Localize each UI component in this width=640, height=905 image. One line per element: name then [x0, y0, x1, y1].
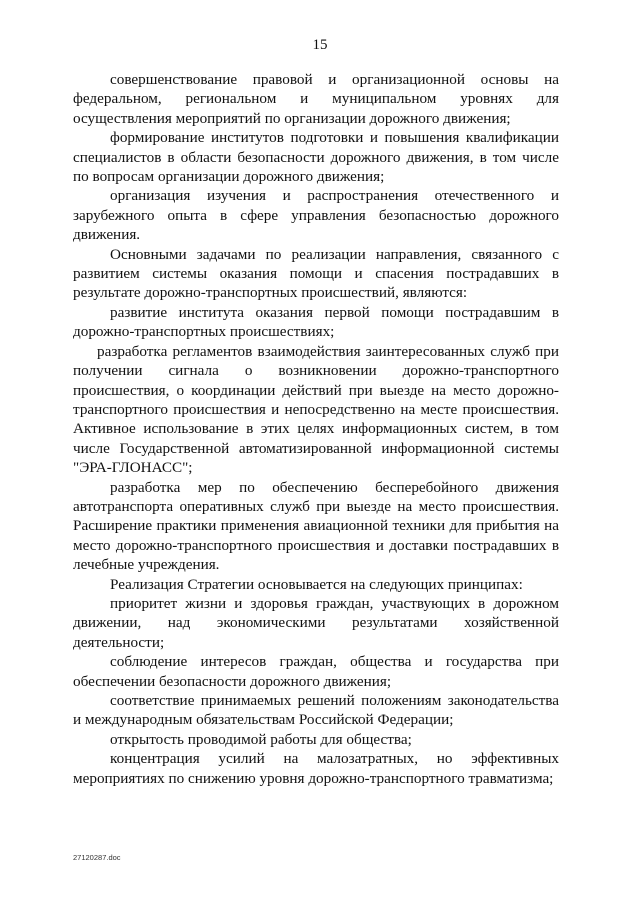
paragraph: Основными задачами по реализации направления, связанного с развитием системы оказания помощи и спасения пострадавших в результате дорожно-транспортных происшествий, являются: [73, 245, 559, 302]
paragraph: разработка регламентов взаимодействия заинтересованных служб при получении сигнала о возникновении дорожно-транспортного происшествия, о координации действий при выезде на место дорожно-транспортного происшествия и непосредственно на месте происшествия. Активное использование в этих целях информационных систем, в том числе Государственной автоматизированной информационной системы "ЭРА-ГЛОНАСС"; [73, 342, 559, 477]
paragraph: открытость проводимой работы для общества; [110, 730, 412, 748]
paragraph: совершенствование правовой и организационной основы на федеральном, региональном и муниципальном уровнях для осуществления мероприятий по организации дорожного движения; [73, 71, 559, 127]
document-filename: 27120287.doc [73, 853, 121, 862]
paragraph: концентрация усилий на малозатратных, но эффективных мероприятиях по снижению уровня дорожно-транспортного травматизма; [73, 750, 559, 787]
paragraph: приоритет жизни и здоровья граждан, участвующих в дорожном движении, над экономическими результатами хозяйственной деятельности; [73, 594, 559, 651]
document-body [73, 70, 559, 788]
paragraph: разработка мер по обеспечению бесперебойного движения автотранспорта оперативных служб при выезде на место происшествия. Расширение практики применения авиационной техники для прибытия на место дорожно-транспортного происшествия и доставки пострадавших в лечебные учреждения. [73, 478, 559, 574]
paragraph: Реализация Стратегии основывается на следующих принципах: [110, 575, 523, 593]
paragraph: формирование институтов подготовки и повышения квалификации специалистов в области безопасности дорожного движения, в том числе по вопросам организации дорожного движения; [73, 129, 559, 186]
paragraph: организация изучения и распространения отечественного и зарубежного опыта в сфере управления безопасностью дорожного движения. [73, 187, 559, 244]
page-number: 15 [312, 37, 328, 53]
paragraph: развитие института оказания первой помощи пострадавшим в дорожно-транспортных происшествиях; [73, 303, 559, 341]
paragraph: соблюдение интересов граждан, общества и государства при обеспечении безопасности дорожного движения; [73, 653, 559, 690]
paragraph: соответствие принимаемых решений положениям законодательства и международным обязательствам Российской Федерации; [73, 692, 559, 729]
